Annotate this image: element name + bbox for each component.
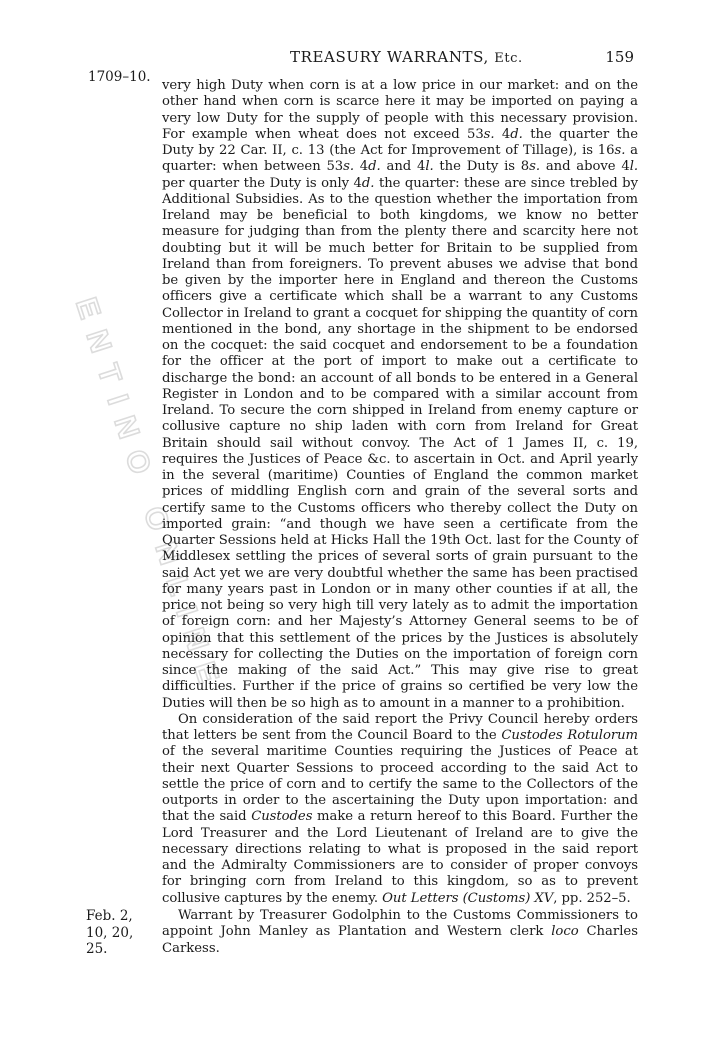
margin-entry-date: Feb. 2, 10, 20, 25. [86, 908, 134, 957]
italic-term: Custodes Rotulorum [501, 728, 638, 743]
paragraph-report [162, 78, 638, 712]
unit-shilling: s. [529, 159, 541, 175]
text-run: per quarter the Duty is only 4 [162, 175, 362, 191]
unit-pence: d. [368, 159, 381, 175]
unit-shilling: s. [483, 126, 495, 142]
text-run: On consideration of the said report the Privy Council hereby orders that letters be sent from the Council Board to the [162, 711, 638, 743]
running-head-main: TREASURY WARRANTS, [290, 48, 489, 66]
paragraph-order [162, 712, 638, 907]
source-citation: Out Letters (Customs) XV [382, 890, 554, 906]
unit-pound: l. [629, 159, 639, 175]
unit-pence: d. [510, 126, 523, 142]
text-run: Charles Carkess. [162, 924, 638, 956]
watermark-text: ENTINO ONLINE [68, 293, 230, 701]
text-run: the quarter: these are since trebled by Additional Subsidies. As to the question whether the importation from Ireland may be beneficial to both kingdoms, we know no better measure for judging than from the plenty there and scarcity here not doubting but it will be much better for Britain to be supplied from Ireland than from foreigners. To prevent abuses we advise that bond be given by the importer here in England and thereon the Customs officers give a certificate which shall be a warrant to any Customs Collector in Ireland to grant a cocquet for shipping the quantity of corn mentioned in the bond, any shortage in the shipment to be endorsed on the cocquet: the said cocquet and endorsement to be a foundation for the officer at the port of import to make out a certificate to discharge the bond: an account of all bonds to be entered in a General Register in London and to be compared with a similar account from Ireland. To secure the corn shipped in Ireland from enemy capture or collusive capture no ship laden with corn from Ireland for Great Britain should sail without convoy. The Act of 1 James II, c. 19, requires the Justices of Peace &c. to ascertain in Oct. and April yearly in the several (maritime) Counties of England the common market prices of middling English corn and grain of the several sorts and certify same to the Customs officers who thereby collect the Duty on imported grain: “and though we have seen a certificate from the Quarter Sessions held at Hicks Hall the 19th Oct. last for the County of Middlesex settling the prices of several sorts of grain pursuant to the said Act yet we are very doubtful whether the same has been practised for many years past in London or in many other counties if at all, the price not being so very high till very lately as to admit the importation of foreign corn: and her Majesty’s Attorney General seems to be of opinion that this settlement of the prices by the Justices is absolutely necessary for collecting the Duties on the importation of foreign corn since the making of the said Act.” This may give rise to great difficulties. Further if the price of grains so certified be very low the Duties will then be so high as to amount in a manner to a prohibition. [162, 175, 638, 711]
text-run: 4 [494, 126, 511, 142]
unit-shilling: s. [343, 159, 354, 175]
text-run: a quarter: when between 53 [162, 143, 638, 175]
text-run: and above 4 [540, 159, 630, 175]
main-text [162, 78, 638, 907]
margin-year: 1709–10. [88, 69, 151, 85]
italic-term: loco [551, 924, 579, 940]
unit-pence: d. [361, 175, 375, 191]
text-run: of the several maritime Counties requiring the Justices of Peace at their next Quarter Sessions to proceed according to the said Act to settle the price of corn and to certify the same to the Collectors of the outports in order to the ascertaining the Duty upon importation: and that the said [162, 744, 638, 825]
text-run: , pp. 252–5. [553, 890, 631, 906]
text-run: and 4 [380, 159, 426, 175]
unit-shilling: s. [614, 143, 626, 158]
text-run: the quarter the Duty by 22 Car. II, c. 13 (the Act for Improvement of Tillage), is 16 [162, 126, 638, 158]
page-number: 159 [605, 48, 634, 66]
running-head-etc: Etc. [494, 51, 523, 66]
running-head [290, 48, 523, 66]
text-run: the Duty is 8 [433, 159, 530, 175]
text-run: Warrant by Treasurer Godolphin to the Customs Commissioners to appoint John Manley as Plantation and Western clerk [162, 908, 638, 940]
text-run: make a return hereof to this Board. Further the Lord Treasurer and the Lord Lieutenant of Ireland are to give the necessary directions relating to what is proposed in the said report and the Admiralty Commissioners are to consider of proper convoys for bringing corn from Ireland to this kingdom, so as to prevent collusive captures by the enemy. [162, 809, 639, 906]
warrant-entry [162, 908, 638, 957]
unit-pound: l. [425, 159, 434, 175]
text-run: very high Duty when corn is at a low price in our market: and on the other hand when corn is scarce here it may be imported on paying a very low Duty for the supply of people with this necessary provision. For example when wheat does not exceed 53 [162, 78, 638, 142]
text-run: 4 [354, 159, 369, 175]
italic-term: Custodes [251, 809, 313, 825]
